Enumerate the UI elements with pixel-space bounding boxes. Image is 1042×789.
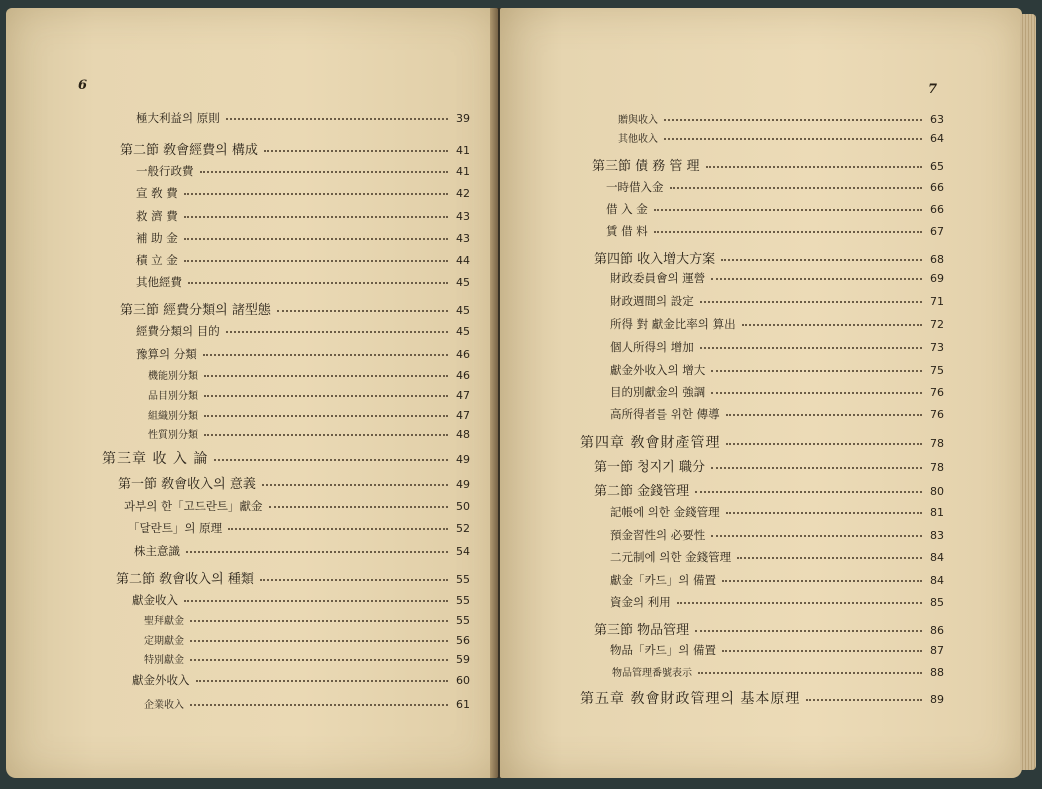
toc-entry-page: 67 xyxy=(930,225,944,238)
leader-dots xyxy=(711,370,922,372)
toc-entry xyxy=(610,384,944,400)
leader-dots xyxy=(269,506,448,508)
leader-dots xyxy=(737,557,922,559)
toc-entry-page: 66 xyxy=(930,181,944,194)
toc-entry-page: 66 xyxy=(930,203,944,216)
leader-dots xyxy=(726,414,922,416)
leader-dots xyxy=(184,193,448,195)
toc-entry xyxy=(610,527,944,543)
toc-entry-title: 豫算의 分類 xyxy=(136,347,197,361)
leader-dots xyxy=(706,166,922,168)
leader-dots xyxy=(654,209,922,211)
leader-dots xyxy=(722,580,922,582)
toc-entry-title: 獻金收入 xyxy=(132,593,178,607)
toc-entry xyxy=(610,504,944,520)
toc-entry-page: 45 xyxy=(456,325,470,338)
toc-entry-title: 宣 敎 費 xyxy=(136,186,178,200)
toc-entry-title: 資金의 利用 xyxy=(610,595,671,609)
leader-dots xyxy=(670,187,923,189)
toc-entry-title: 記帳에 의한 金錢管理 xyxy=(610,505,720,519)
toc-entry-page: 84 xyxy=(930,574,944,587)
toc-entry-title: 預金習性의 必要性 xyxy=(610,528,706,542)
leader-dots xyxy=(190,659,448,661)
toc-entry-title: 其他經費 xyxy=(136,275,182,289)
toc-entry-page: 81 xyxy=(930,506,944,519)
toc-entry xyxy=(136,274,470,290)
toc-entry-page: 48 xyxy=(456,428,470,441)
leader-dots xyxy=(721,259,922,261)
toc-entry-page: 60 xyxy=(456,674,470,687)
toc-entry-title: 經費分類의 目的 xyxy=(136,324,220,338)
toc-entry xyxy=(136,208,470,224)
toc-entry-title: 第三節 經費分類의 諸型態 xyxy=(120,303,271,318)
toc-entry-title: 財政委員會의 運營 xyxy=(610,271,706,285)
toc-entry-title: 賃 借 料 xyxy=(606,224,648,238)
toc-entry xyxy=(136,346,470,362)
leader-dots xyxy=(188,282,448,284)
toc-entry xyxy=(144,632,470,647)
toc-entry xyxy=(606,179,944,195)
leader-dots xyxy=(711,467,922,469)
toc-entry-title: 目的別獻金의 強調 xyxy=(610,385,706,399)
toc-entry-title: 第一節 敎會收入의 意義 xyxy=(118,477,256,492)
leader-dots xyxy=(184,216,448,218)
toc-entry-title: 個人所得의 增加 xyxy=(610,340,694,354)
toc-entry-page: 55 xyxy=(456,594,470,607)
leader-dots xyxy=(700,347,922,349)
toc-entry-title: 獻金「카드」의 備置 xyxy=(610,573,716,587)
toc-entry-page: 76 xyxy=(930,386,944,399)
toc-entry-title: 株主意識 xyxy=(134,544,180,558)
toc-entry xyxy=(136,252,470,268)
leader-dots xyxy=(190,640,448,642)
toc-entry-page: 63 xyxy=(930,113,944,126)
leader-dots xyxy=(742,324,922,326)
toc-entry xyxy=(124,498,470,514)
leader-dots xyxy=(226,118,448,120)
toc-entry-title: 企業收入 xyxy=(144,700,184,711)
toc-entry xyxy=(136,185,470,201)
toc-entry-page: 78 xyxy=(930,461,944,474)
toc-entry-page: 47 xyxy=(456,409,470,422)
leader-dots xyxy=(664,138,922,140)
leader-dots xyxy=(664,119,922,121)
right-toc xyxy=(500,8,1022,778)
leader-dots xyxy=(204,415,448,417)
leader-dots xyxy=(722,650,922,652)
leader-dots xyxy=(204,395,448,397)
toc-entry-title: 機能別分類 xyxy=(148,371,198,382)
toc-entry-title: 第五章 敎會財政管理의 基本原理 xyxy=(580,691,801,707)
toc-entry-page: 71 xyxy=(930,295,944,308)
leader-dots xyxy=(711,535,922,537)
left-toc xyxy=(6,8,498,778)
toc-entry-title: 第三節 債 務 管 理 xyxy=(592,159,700,174)
toc-entry-page: 54 xyxy=(456,545,470,558)
leader-dots xyxy=(186,551,448,553)
leader-dots xyxy=(654,231,922,233)
toc-section xyxy=(594,619,944,638)
leader-dots xyxy=(190,620,448,622)
toc-section xyxy=(116,568,470,587)
toc-entry xyxy=(128,520,470,536)
toc-entry-page: 52 xyxy=(456,522,470,535)
leader-dots xyxy=(228,528,448,530)
toc-entry xyxy=(148,387,470,402)
toc-entry-title: 第四章 敎會財產管理 xyxy=(580,435,721,451)
toc-entry xyxy=(134,543,470,559)
toc-chapter xyxy=(102,448,470,468)
leader-dots xyxy=(203,354,448,356)
toc-chapter xyxy=(580,432,944,452)
toc-entry-page: 55 xyxy=(456,614,470,627)
toc-entry-page: 85 xyxy=(930,596,944,609)
toc-entry xyxy=(132,672,470,688)
toc-section xyxy=(594,480,944,499)
toc-entry-title: 品目別分類 xyxy=(148,391,198,402)
toc-entry xyxy=(610,316,944,332)
toc-entry-title: 所得 對 獻金比率의 算出 xyxy=(610,317,736,331)
leader-dots xyxy=(184,238,448,240)
toc-entry xyxy=(606,201,944,217)
toc-entry-page: 43 xyxy=(456,210,470,223)
toc-entry-page: 89 xyxy=(930,693,944,706)
toc-entry-page: 83 xyxy=(930,529,944,542)
right-page-number: 7 xyxy=(928,82,938,97)
toc-entry-page: 42 xyxy=(456,187,470,200)
toc-entry xyxy=(618,130,944,145)
toc-entry xyxy=(144,612,470,627)
toc-entry-title: 第三節 物品管理 xyxy=(594,623,690,638)
toc-entry-page: 78 xyxy=(930,437,944,450)
toc-entry xyxy=(612,664,944,679)
toc-entry-page: 49 xyxy=(456,478,470,491)
toc-entry-title: 救 濟 費 xyxy=(136,209,178,223)
toc-section xyxy=(594,456,944,475)
toc-entry-title: 定期獻金 xyxy=(144,636,184,647)
toc-entry xyxy=(136,323,470,339)
toc-chapter xyxy=(580,688,944,708)
toc-entry-page: 65 xyxy=(930,160,944,173)
toc-entry xyxy=(148,367,470,382)
toc-entry-title: 物品管理番號表示 xyxy=(612,668,692,679)
toc-entry-page: 72 xyxy=(930,318,944,331)
toc-entry xyxy=(144,651,470,666)
toc-entry-title: 第二節 敎會收入의 種類 xyxy=(116,572,254,587)
toc-entry-title: 第一節 청지기 職分 xyxy=(594,460,705,475)
toc-entry xyxy=(148,426,470,441)
leader-dots xyxy=(262,484,448,486)
toc-entry-page: 61 xyxy=(456,698,470,711)
leader-dots xyxy=(711,392,922,394)
toc-entry xyxy=(148,407,470,422)
toc-entry-page: 80 xyxy=(930,485,944,498)
toc-entry-page: 39 xyxy=(456,112,470,125)
toc-entry-page: 45 xyxy=(456,276,470,289)
toc-entry-title: 組織別分類 xyxy=(148,411,198,422)
toc-entry-title: 高所得者를 위한 傳導 xyxy=(610,407,720,421)
toc-entry-page: 73 xyxy=(930,341,944,354)
toc-entry xyxy=(618,111,944,126)
toc-entry-title: 性質別分類 xyxy=(148,430,198,441)
toc-section xyxy=(120,299,470,318)
toc-entry xyxy=(610,270,944,286)
toc-entry xyxy=(144,696,470,711)
leader-dots xyxy=(204,434,448,436)
toc-entry xyxy=(606,223,944,239)
toc-entry-title: 積 立 金 xyxy=(136,253,178,267)
toc-entry xyxy=(132,592,470,608)
leader-dots xyxy=(226,331,448,333)
leader-dots xyxy=(695,630,922,632)
toc-entry-page: 68 xyxy=(930,253,944,266)
toc-entry-title: 第二節 敎會經費의 構成 xyxy=(120,143,258,158)
toc-entry-title: 贈與收入 xyxy=(618,115,658,126)
toc-entry-page: 84 xyxy=(930,551,944,564)
toc-section xyxy=(120,139,470,158)
toc-entry-page: 47 xyxy=(456,389,470,402)
toc-entry-page: 41 xyxy=(456,144,470,157)
toc-entry xyxy=(610,642,944,658)
leader-dots xyxy=(726,512,922,514)
toc-entry xyxy=(610,406,944,422)
leader-dots xyxy=(264,150,448,152)
leader-dots xyxy=(698,672,922,674)
toc-section xyxy=(118,473,470,492)
toc-entry-page: 41 xyxy=(456,165,470,178)
toc-entry xyxy=(610,339,944,355)
toc-entry-title: 一般行政費 xyxy=(136,164,194,178)
toc-entry-page: 49 xyxy=(456,453,470,466)
toc-entry xyxy=(136,163,470,179)
toc-entry-title: 補 助 金 xyxy=(136,231,178,245)
toc-entry-title: 第四節 收入增大方案 xyxy=(594,252,716,267)
toc-entry xyxy=(610,293,944,309)
leader-dots xyxy=(190,704,448,706)
toc-entry xyxy=(610,362,944,378)
toc-entry-page: 55 xyxy=(456,573,470,586)
toc-entry-title: 二元制에 의한 金錢管理 xyxy=(610,550,732,564)
toc-entry-title: 第三章 收 入 論 xyxy=(102,451,209,467)
toc-entry xyxy=(136,230,470,246)
toc-entry xyxy=(610,594,944,610)
toc-entry-page: 87 xyxy=(930,644,944,657)
toc-entry-title: 財政週間의 設定 xyxy=(610,294,694,308)
toc-entry-page: 59 xyxy=(456,653,470,666)
toc-entry-page: 44 xyxy=(456,254,470,267)
toc-entry-title: 第二節 金錢管理 xyxy=(594,484,690,499)
toc-entry xyxy=(610,572,944,588)
toc-entry-page: 56 xyxy=(456,634,470,647)
toc-entry-page: 88 xyxy=(930,666,944,679)
leader-dots xyxy=(214,459,448,461)
toc-entry-title: 借 入 金 xyxy=(606,202,648,216)
leader-dots xyxy=(196,680,449,682)
toc-entry-page: 43 xyxy=(456,232,470,245)
leader-dots xyxy=(677,602,922,604)
toc-entry-title: 極大利益의 原則 xyxy=(136,111,220,125)
leader-dots xyxy=(200,171,449,173)
leader-dots xyxy=(184,260,448,262)
toc-entry xyxy=(610,549,944,565)
toc-entry-page: 76 xyxy=(930,408,944,421)
toc-entry-title: 其他收入 xyxy=(618,134,658,145)
toc-entry-page: 45 xyxy=(456,304,470,317)
left-page xyxy=(6,8,498,778)
leader-dots xyxy=(695,491,922,493)
toc-entry-page: 46 xyxy=(456,369,470,382)
toc-entry-page: 50 xyxy=(456,500,470,513)
toc-entry-page: 75 xyxy=(930,364,944,377)
page-edges xyxy=(1020,14,1036,770)
left-page-number: 6 xyxy=(78,78,88,93)
leader-dots xyxy=(711,278,922,280)
toc-entry-title: 聖拜獻金 xyxy=(144,616,184,627)
toc-entry-title: 特別獻金 xyxy=(144,655,184,666)
leader-dots xyxy=(260,579,448,581)
toc-entry-title: 과부의 한「고드란트」獻金 xyxy=(124,499,263,513)
toc-entry-page: 46 xyxy=(456,348,470,361)
toc-entry-page: 86 xyxy=(930,624,944,637)
toc-entry-title: 獻金外收入의 增大 xyxy=(610,363,706,377)
leader-dots xyxy=(204,375,448,377)
toc-entry-title: 物品「카드」의 備置 xyxy=(610,643,716,657)
toc-entry xyxy=(136,110,470,126)
leader-dots xyxy=(700,301,922,303)
toc-entry-title: 「달란트」의 原理 xyxy=(128,521,223,535)
toc-entry-title: 獻金外收入 xyxy=(132,673,190,687)
leader-dots xyxy=(277,310,448,312)
toc-entry-page: 69 xyxy=(930,272,944,285)
leader-dots xyxy=(726,443,922,445)
leader-dots xyxy=(806,699,922,701)
toc-section xyxy=(592,155,944,174)
right-page xyxy=(500,8,1022,778)
toc-entry-page: 64 xyxy=(930,132,944,145)
toc-entry-title: 一時借入金 xyxy=(606,180,664,194)
leader-dots xyxy=(184,600,448,602)
toc-section xyxy=(594,248,944,267)
